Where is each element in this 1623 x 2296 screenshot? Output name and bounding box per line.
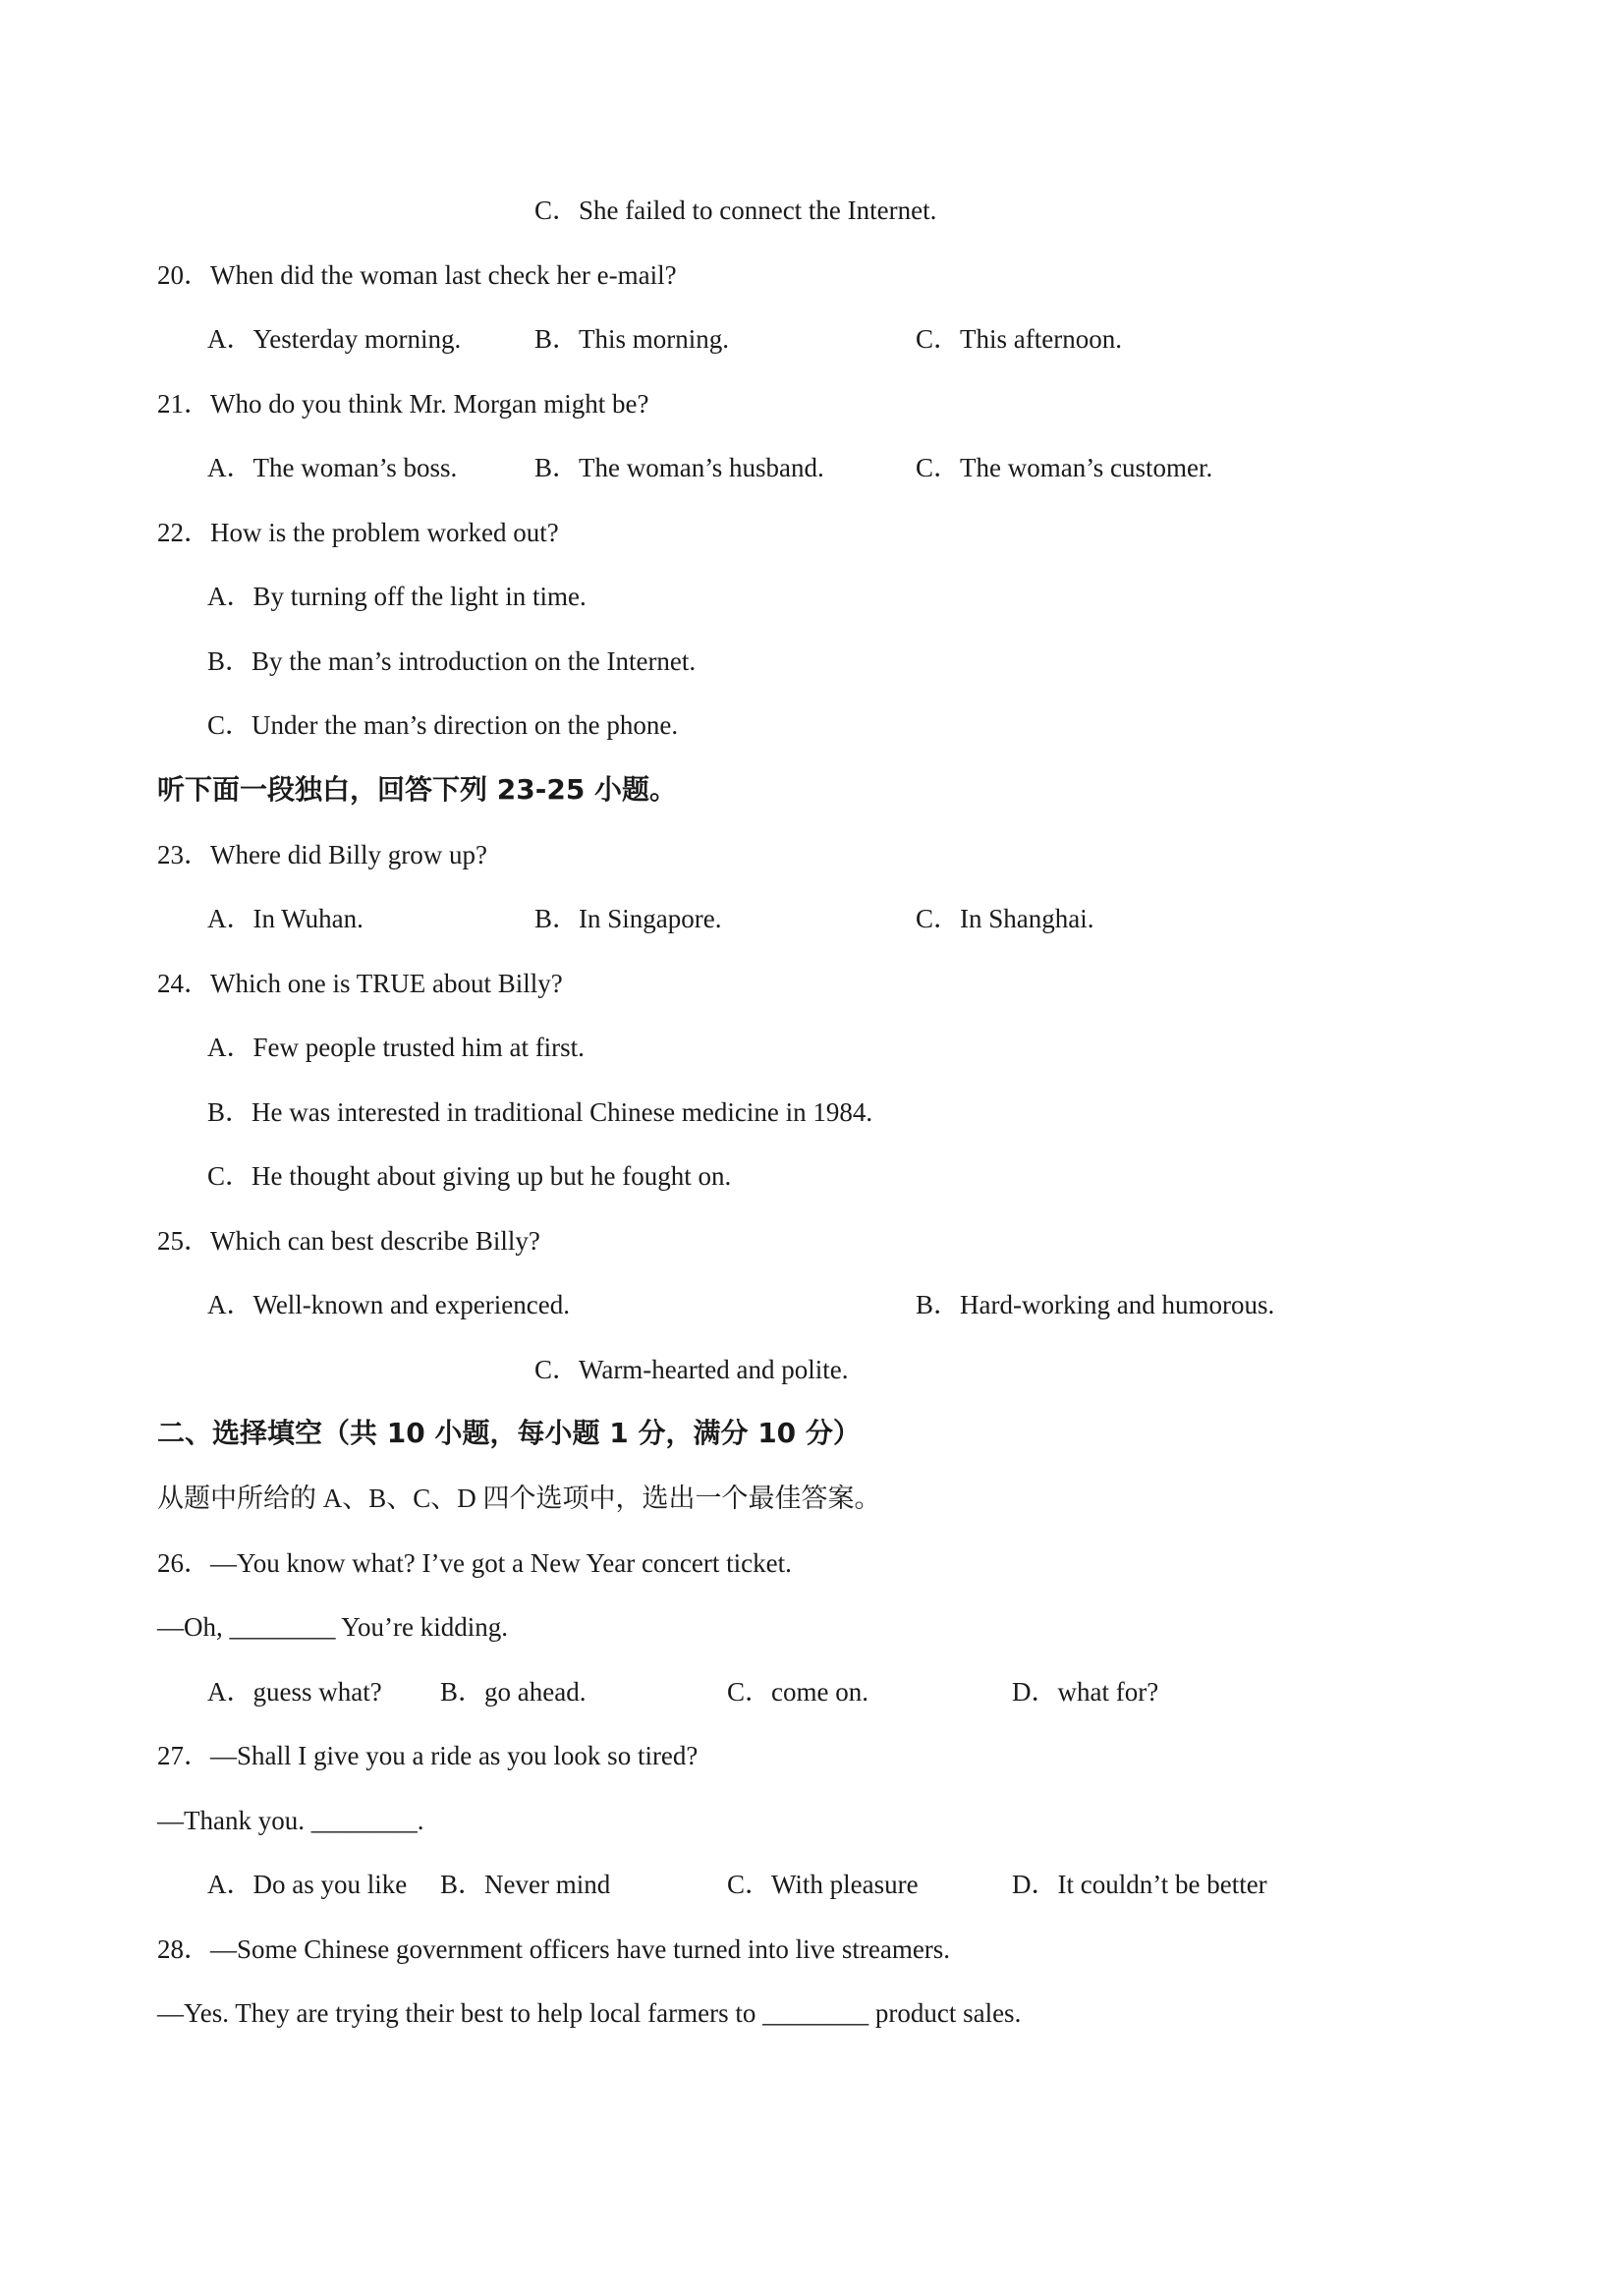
- answer-option: C．He thought about giving up but he fought on.: [207, 1161, 732, 1191]
- answer-option: A．The woman’s boss.: [207, 453, 458, 482]
- answer-option: A．Do as you like: [207, 1870, 408, 1899]
- section-instruction: 从题中所给的 A、B、C、D 四个选项中，选出一个最佳答案。: [157, 1484, 881, 1513]
- question-text-line: [0, 1219, 1623, 1262]
- question-text-line: [0, 382, 1623, 425]
- options-row: [0, 575, 1623, 618]
- answer-option: B．go ahead.: [440, 1677, 587, 1707]
- options-row: [0, 703, 1623, 747]
- question-text: 25．Which can best describe Billy?: [157, 1226, 540, 1256]
- answer-option: A．Well-known and experienced.: [207, 1290, 570, 1319]
- question-text: 21．Who do you think Mr. Morgan might be?: [157, 389, 649, 419]
- question-text-line: [0, 253, 1623, 297]
- answer-option: B．Hard-working and humorous.: [916, 1290, 1275, 1319]
- options-row: [0, 640, 1623, 683]
- options-row: [0, 1283, 1623, 1326]
- answer-option: D．It couldn’t be better: [1012, 1870, 1267, 1899]
- options-row: [0, 1154, 1623, 1198]
- answer-option: C．The woman’s customer.: [916, 453, 1213, 482]
- answer-option: C．Warm-hearted and polite.: [534, 1355, 849, 1384]
- answer-option: C．She failed to connect the Internet.: [534, 196, 937, 225]
- answer-option: B．In Singapore.: [534, 904, 722, 933]
- answer-option: A．In Wuhan.: [207, 904, 364, 933]
- question-text-line: [0, 511, 1623, 554]
- answer-option: D．what for?: [1012, 1677, 1159, 1707]
- question-stem: —Oh, ________ You’re kidding.: [157, 1612, 509, 1642]
- section-heading: 二、选择填空（共 10 小题，每小题 1 分，满分 10 分）: [157, 1417, 861, 1449]
- section-heading-line: [0, 1412, 1623, 1455]
- answer-option: A．By turning off the light in time.: [207, 582, 587, 611]
- answer-option: A．Yesterday morning.: [207, 324, 462, 354]
- question-text: 27．—Shall I give you a ride as you look so tired?: [157, 1741, 699, 1770]
- question-text: 20．When did the woman last check her e-mail?: [157, 260, 677, 290]
- options-row: [0, 1863, 1623, 1906]
- question-text: 22．How is the problem worked out?: [157, 518, 559, 547]
- options-row: [0, 1026, 1623, 1069]
- answer-option: A．Few people trusted him at first.: [207, 1033, 585, 1062]
- question-text: 24．Which one is TRUE about Billy?: [157, 969, 563, 998]
- question-stem: —Thank you. ________.: [157, 1806, 424, 1835]
- options-row: [0, 1348, 1623, 1391]
- answer-option: B．The woman’s husband.: [534, 453, 824, 482]
- question-text-line: [0, 962, 1623, 1005]
- answer-option: B．He was interested in traditional Chinese medicine in 1984.: [207, 1097, 873, 1127]
- question-text-line: [0, 1734, 1623, 1777]
- answer-option: A．guess what?: [207, 1677, 382, 1707]
- question-stem-line: [0, 1799, 1623, 1842]
- question-text: 23．Where did Billy grow up?: [157, 840, 487, 869]
- options-row: [0, 1091, 1623, 1134]
- options-row: [0, 446, 1623, 489]
- answer-option: B．This morning.: [534, 324, 730, 354]
- question-stem: —Yes. They are trying their best to help local farmers to ________ product sales.: [157, 1998, 1022, 2028]
- options-row: [0, 1670, 1623, 1713]
- answer-option: C．In Shanghai.: [916, 904, 1094, 933]
- answer-option: B．By the man’s introduction on the Internet.: [207, 646, 697, 676]
- question-stem-line: [0, 1605, 1623, 1649]
- question-text: 28．—Some Chinese government officers have turned into live streamers.: [157, 1934, 951, 1964]
- question-text-line: [0, 833, 1623, 876]
- section-heading: 听下面一段独白，回答下列 23-25 小题。: [157, 773, 678, 806]
- options-row: [0, 897, 1623, 940]
- question-stem-line: [0, 1991, 1623, 2035]
- options-row: [0, 317, 1623, 361]
- section-heading-line: [0, 768, 1623, 812]
- question-text: 26．—You know what? I’ve got a New Year concert ticket.: [157, 1548, 792, 1578]
- question-text-line: [0, 1541, 1623, 1585]
- answer-option: C．This afternoon.: [916, 324, 1122, 354]
- answer-option: C．Under the man’s direction on the phone.: [207, 710, 679, 740]
- answer-option: C．come on.: [727, 1677, 868, 1707]
- section-instruction-line: [0, 1477, 1623, 1520]
- question-text-line: [0, 1928, 1623, 1971]
- answer-option: B．Never mind: [440, 1870, 611, 1899]
- answer-option: C．With pleasure: [727, 1870, 919, 1899]
- options-row: [0, 189, 1623, 232]
